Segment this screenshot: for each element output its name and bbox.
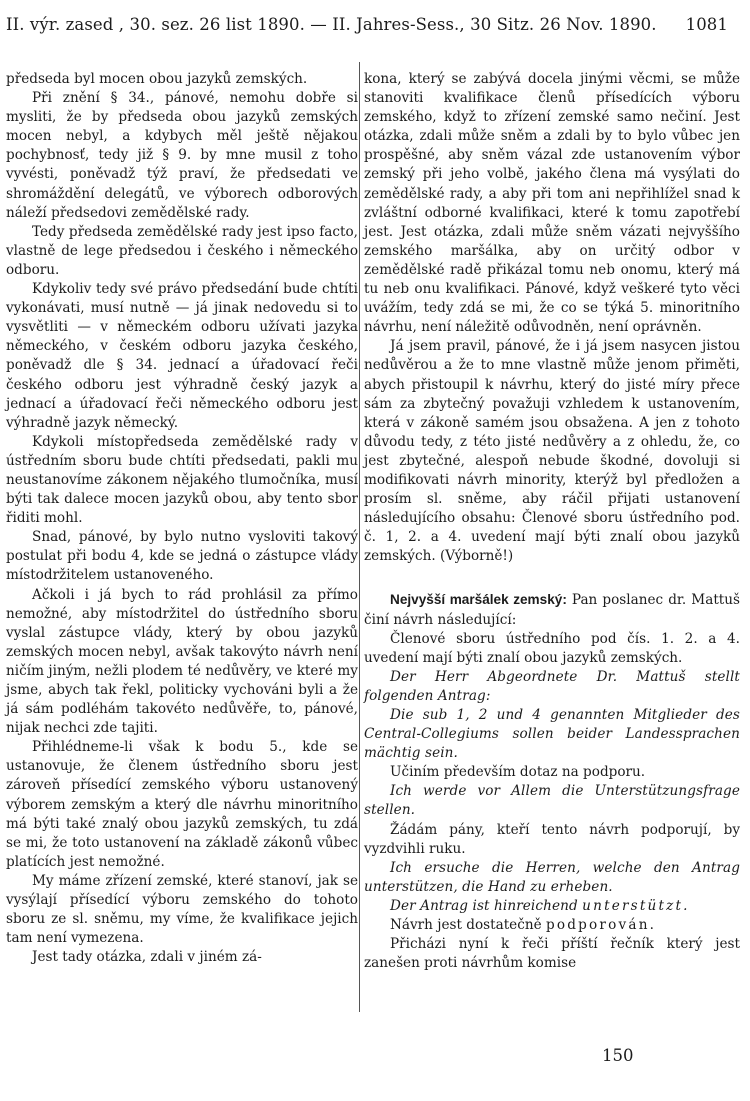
paragraph: Kdykoli místopředseda zemědělské rady v ústředním sboru bude chtíti předsedati, pakli mu neustanovíme zákonem nějakého tlumočníka, musí býti tak dalece mocen jazyků obou, aby tento sbor řiditi mohl.	[6, 433, 358, 527]
paragraph	[364, 916, 740, 935]
spaced-word: podporován.	[545, 917, 657, 934]
left-column	[6, 70, 358, 967]
header-text: II. výr. zased , 30. sez. 26 list 1890. — II. Jahres-Sess., 30 Sitz. 26 Nov. 1890.	[6, 15, 657, 34]
paragraph: Členové sboru ústředního pod čís. 1. 2. a 4. uvedení mají býti znalí obou jazyků zemských.	[364, 630, 740, 666]
paragraph: Žádám pány, kteří tento návrh podporují, by vyzdvihli ruku.	[364, 821, 740, 857]
german-paragraph: Ich ersuche die Herren, welche den Antrag unterstützen, die Hand zu erheben.	[364, 859, 740, 895]
paragraph: předseda byl mocen obou jazyků zemských.	[6, 71, 308, 87]
speaker-paragraph	[364, 590, 740, 629]
text-span: Návrh jest dostatečně	[390, 917, 542, 934]
signature-number: 150	[602, 1046, 634, 1065]
german-paragraph	[364, 897, 740, 916]
running-header	[6, 8, 742, 42]
speaker-name: Nejvyšší maršálek zemský:	[390, 592, 567, 608]
spaced-word: unterstützt.	[582, 897, 690, 914]
paragraph: Ačkoli i já bych to rád prohlásil za přímo nemožné, aby místodržitel do ústředního sboru vyslal zástupce vlády, který by obou jazyků zemských mocen nebyl, avšak takovýto návrh není ničím jiným, nežli plodem té nedůvěry, ve které my jsme, abych tak řekl, politicky vychováni byli a že já sám podléhám takovéto nedůvěře, to, pánové, nijak nechci zde tajiti.	[6, 586, 358, 737]
german-paragraph: Die sub 1, 2 und 4 genannten Mitglieder des Central-Collegiums sollen beider Landessprachen mächtig sein.	[364, 707, 740, 762]
paragraph: Tedy předseda zemědělské rady jest ipso facto, vlastně de lege předsedou i českého i německého odboru.	[6, 223, 358, 278]
paragraph: Snad, pánové, by bylo nutno vysloviti takový postulat při bodu 4, kde se jedná o zástupce vlády místodržitelem ustanoveného.	[6, 529, 358, 584]
german-paragraph: Ich werde vor Allem die Unterstützungsfrage stellen.	[364, 783, 740, 819]
right-column	[364, 70, 740, 973]
paragraph: Přicházi nyní k řeči příští řečník který jest zanešen proti návrhům komise	[364, 936, 740, 972]
column-divider	[359, 62, 360, 1012]
paragraph: My máme zřízení zemské, které stanoví, jak se vysýlají přísedící výboru zemského do tohoto sboru ze sl. sněmu, my víme, že kvalifikace jejich tam není vymezena.	[6, 872, 358, 947]
paragraph: Přihlédneme-li však k bodu 5., kde se ustanovuje, že členem ústředního sboru jest zároveň přísedící zemského výboru ustanovený výborem zemským a který dle návrhu minoritního má býti také znalý obou jazyků zemských, tu zdá se mi, že toto ustanovení na základě zákonů vůbec platících jest nemožné.	[6, 739, 358, 870]
german-paragraph: Der Herr Abgeordnete Dr. Mattuš stellt folgenden Antrag:	[364, 668, 740, 704]
paragraph: Při znění § 34., pánové, nemohu dobře si mysliti, že by předseda obou jazyků zemských mocen nebyl, a kdybych měl ještě nějakou pochybnosť, tedy již § 9. by mne musil z toho vyvésti, poněvadž týž praví, že předsedati ve shromáždění delegátů, ve výborech odborových náleží předsedovi zemědělské rady.	[6, 90, 358, 221]
paragraph: Já jsem pravil, pánové, že i já jsem nasycen jistou nedůvěrou a že to mne vlastně může jenom přiměti, abych přistoupil k návrhu, který do jisté míry přece sám za zbytečný považuji vzhledem k ustanovením, která v zákoně samém jsou obsažena. A jen z tohoto důvodu tedy, z této jisté nedůvěry a z ohledu, že, co jest zbytečné, alespoň nebude škodné, dovoluji si modifikovati návrh minority, kterýž byl předložen a prosím sl. sněme, aby ráčil přijati ustanovení následujícího obsahu: Členové sboru ústředního pod. č. 1, 2. a 4. uvedení mají býti znalí obou jazyků zemských. (Výborně!)	[364, 338, 740, 565]
paragraph: Jest tady otázka, zdali v jiném zá-	[32, 949, 262, 966]
paragraph: Učiním především dotaz na podporu.	[390, 764, 646, 781]
speaker-text: Pan poslanec dr. Mattuš činí návrh následující:	[364, 592, 740, 628]
paragraph: Kdykoliv tedy své právo předsedání bude chtíti vykonávati, musí nutně — já jinak nedovedu si to vysvětliti — v německém odboru užívati jazyka německého, v českém odboru jazyka českého, poněvadž dle § 34. jednací a úřadovací řeči českého odboru jest výhradně český jazyk a jednací a úřadovací řeči německého odboru jest výhradně jazyk německý.	[6, 281, 358, 431]
paragraph: kona, který se zabývá docela jinými věcmi, se může stanoviti kvalifikace členů přísedících výboru zemského, když to zřízení zemské samo nečiní. Jest otázka, zdali může sněm a zdali by to bylo vůbec jen prospěšné, aby sněm vázal zde ustanovením výbor zemský při jeho volbě, jakého člena má vysýlati do zemědělské rady, a aby při tom ani nepřihlížel snad k zvláštní odborné kvalifikaci, které k tomu zapotřebí jest. Jest otázka, zdali může sněm vázati nejvyššího zemského maršálka, aby on určitý odbor v zemědělské radě přikázal tomu neb onomu, který má tu neb onu kvalifikaci. Pánové, když veškeré tyto věci uvážím, tedy zdá se mi, že co se týká 5. minoritního návrhu, není náležitě odůvodněn, není oprávněn.	[364, 71, 740, 336]
text-span: Der Antrag ist hinreichend	[390, 897, 578, 914]
page-number: 1081	[685, 15, 728, 34]
